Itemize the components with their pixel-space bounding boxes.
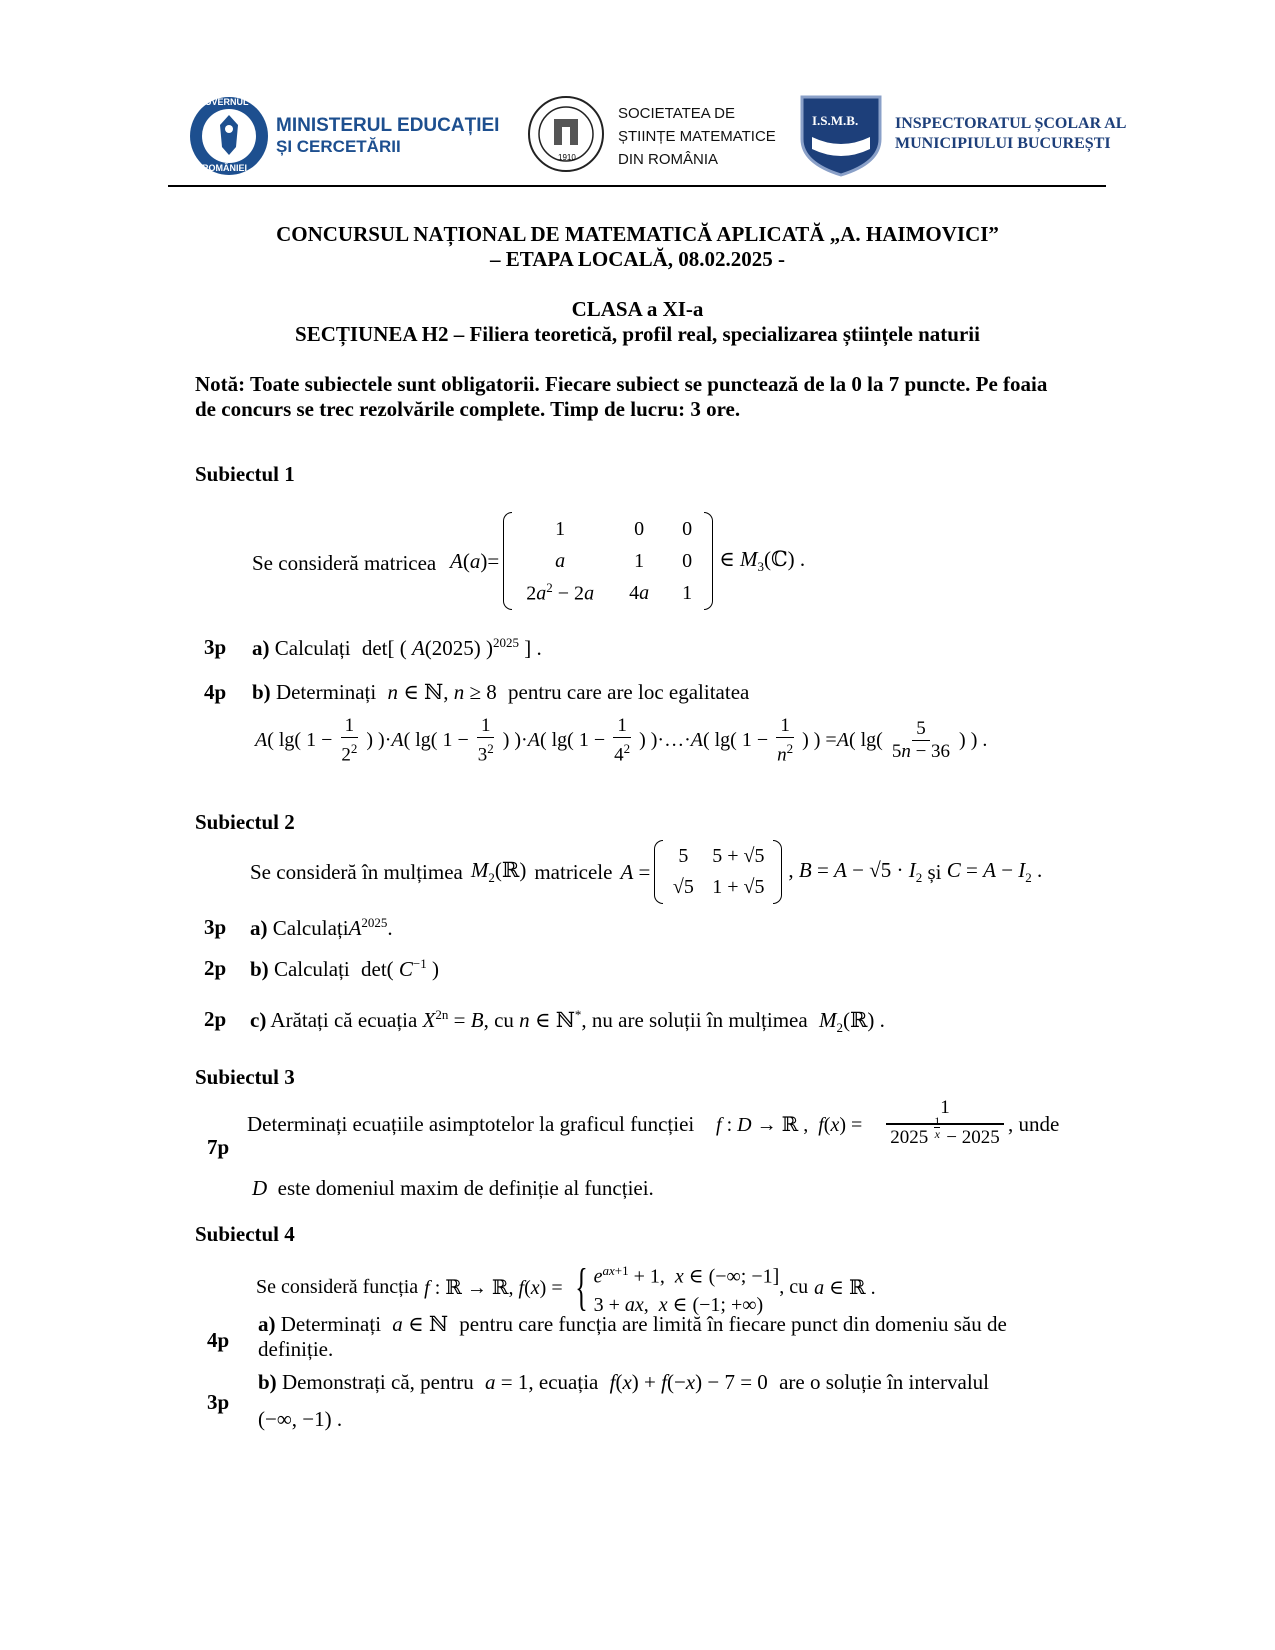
ministry-name-line2: ȘI CERCETĂRII — [276, 137, 401, 156]
s1-b-equation: A ( lg( 1 − $\frac{1}{2^2}$ ) )· A ( lg( 1 − $\frac{1}{3^2}$ ) )· A ( lg( 1 − $\frac{1}{4^2}$ ) )·…· A ( lg( 1 − $\frac{1}{n^2}$ ) ) = A ( lg( $\frac{5}{5n - 36}$ ) ) . — [255, 715, 988, 766]
ministry-seal-bottom-text: ROMÂNIEI — [202, 163, 247, 173]
ismb-badge-text: I.S.M.B. — [812, 113, 859, 128]
s4-heading: Subiectul 4 — [195, 1222, 295, 1246]
s1-matrix-A: A ( a )= 1 0 0 a 1 0 $2a^2 - 2a$ 4a 1 ∈ $M_3(ℂ)$ . — [450, 512, 805, 610]
s1-b-label: b) — [252, 680, 271, 704]
contest-stage: – ETAPA LOCALĂ, 08.02.2025 - — [490, 247, 785, 271]
s4-a-points: 4p — [207, 1328, 230, 1352]
note-line1: Notă: Toate subiectele sunt obligatorii. Fiecare subiect se punctează de la 0 la 7 puncte. Pe foaia — [195, 372, 1048, 396]
s2-c-text: Arătați că ecuația — [270, 1008, 418, 1032]
s2-a-points: 3p — [204, 915, 227, 939]
s4-b-line: b) Demonstrați că, pentru a = 1, ecuația f(x) + f(−x) − 7 = 0 are o soluție în intervalul — [258, 1370, 990, 1394]
s4-a-text: Determinați — [280, 1312, 382, 1336]
s2-heading: Subiectul 2 — [195, 810, 295, 834]
s4-a-text2: pentru care funcția are limită în fiecare punct din domeniu său de — [459, 1312, 1007, 1336]
s1-b-points: 4p — [204, 680, 227, 704]
s3-text-end: , unde — [1008, 1112, 1060, 1136]
inspectorate-name-line1: INSPECTORATUL ȘCOLAR AL — [895, 115, 1127, 132]
s4-b-points: 3p — [207, 1390, 230, 1414]
s3-frac-bar — [886, 1123, 1004, 1125]
class-title: CLASA a XI-a — [571, 297, 704, 321]
s4-intro: Se consideră funcția — [256, 1276, 419, 1299]
s3-text2: este domeniul maxim de definiție al funcției. — [277, 1176, 654, 1200]
s3-text2-line: D este domeniul maxim de definiție al funcției. — [252, 1176, 654, 1200]
s2-a-label: a) — [250, 916, 268, 940]
society-logo — [527, 95, 787, 175]
ministry-logo — [188, 95, 500, 175]
inspectorate-logo — [798, 93, 1127, 177]
section-title: SECȚIUNEA H2 – Filiera teoretică, profil real, specializarea științele naturii — [295, 322, 980, 346]
header-divider — [168, 185, 1106, 187]
s1-a-label: a) — [252, 636, 270, 660]
ministry-name-line1: MINISTERUL EDUCAȚIEI — [276, 115, 500, 136]
s4-b-text: Demonstrați că, pentru — [281, 1370, 474, 1394]
s4-intro-line: Se consideră funcția f : ℝ → ℝ, f(x) = { $e^{ax+1} + 1$, x ∈ (−∞; −1] 3 + ax, x ∈ (−1; +∞) , cu a ∈ ℝ . — [256, 1258, 876, 1316]
contest-title: CONCURSUL NAȚIONAL DE MATEMATICĂ APLICATĂ „A. HAIMOVICI” — [276, 222, 999, 246]
s4-b-label: b) — [258, 1370, 277, 1394]
s1-heading: Subiectul 1 — [195, 462, 295, 486]
s1-b-text2: pentru care are loc egalitatea — [508, 680, 750, 704]
society-name-line3: DIN ROMÂNIA — [618, 151, 719, 168]
s1-intro: Se consideră matricea — [252, 551, 437, 575]
s2-and: și — [927, 859, 942, 884]
s3-points: 7p — [207, 1135, 230, 1159]
s2-b-label: b) — [250, 957, 269, 981]
s3-heading: Subiectul 3 — [195, 1065, 295, 1089]
s4-a-line: a) Determinați a ∈ ℕ pentru care funcția are limită în fiecare punct din domeniu său de — [258, 1312, 1007, 1336]
s4-a-label: a) — [258, 1312, 276, 1336]
s3-frac-num: 1 — [940, 1097, 950, 1118]
s4-a-text3: definiție. — [258, 1337, 334, 1361]
s4-b-interval: (−∞, −1) . — [258, 1407, 343, 1431]
s2-intro-line: Se consideră în mulțimea $M_2(ℝ)$ matricele A = 5 5 + √5 √5 1 + √5 , $B = A - √5 \cdot I_2$ și $C = A - I_2$ . — [250, 840, 1042, 904]
s1-a-points: 3p — [204, 635, 227, 659]
society-name-line2: ȘTIINȚE MATEMATICE — [618, 128, 776, 145]
s2-intro2: matricele — [534, 859, 613, 884]
s2-intro: Se consideră în mulțimea — [250, 859, 463, 884]
note-line2: de concurs se trec rezolvările complete. Timp de lucru: 3 ore. — [195, 397, 741, 421]
society-name-line1: SOCIETATEA DE — [618, 105, 735, 122]
s1-b-line: b) Determinați n ∈ ℕ, n ≥ 8 pentru care are loc egalitatea — [252, 680, 750, 704]
s4-intro-end: , cu — [779, 1276, 809, 1299]
s2-b-points: 2p — [204, 956, 227, 980]
s3-frac-den: 2025 1 x − 2025 — [890, 1114, 1000, 1148]
s2-c-points: 2p — [204, 1007, 227, 1031]
s4-b-text2: , ecuația — [528, 1370, 599, 1394]
s2-c-label: c) — [250, 1008, 267, 1032]
s1-b-text: Determinați — [275, 680, 377, 704]
s4-b-text3: are o soluție în intervalul — [779, 1370, 990, 1394]
society-seal-year: 1910 — [558, 153, 576, 162]
s1-a-text: Calculați — [274, 636, 351, 660]
ismb-shield-icon — [798, 93, 884, 177]
s2-b-line: b) Calculați det( $C^{-1}$ ) — [250, 956, 440, 981]
s2-a-line: a) CalculațiA$^{2025}$. — [250, 915, 393, 940]
s2-c-text2: , cu — [483, 1008, 514, 1032]
s2-c-text3: , nu are soluții în mulțimea — [581, 1008, 808, 1032]
inspectorate-name-line2: MUNICIPIULUI BUCUREȘTI — [895, 135, 1111, 152]
s2-a-text: Calculați — [272, 916, 349, 940]
s1-a-line: a) Calculați det[ ( A(2025) )$^{2025}$ ] . — [252, 635, 542, 660]
s3-text: Determinați ecuațiile asimptotelor la graficul funcției — [247, 1112, 695, 1136]
s2-b-text: Calculați — [273, 957, 350, 981]
ministry-seal-top-text: GUVERNUL — [198, 97, 249, 107]
s2-c-line: c) Arătați că ecuația $X^{2n} = B$, cu n ∈ ℕ*, nu are soluții în mulțimea $M_2(ℝ)$ . — [250, 1007, 885, 1036]
s3-func-sig: f : D → ℝ , f(x) = — [716, 1114, 863, 1136]
